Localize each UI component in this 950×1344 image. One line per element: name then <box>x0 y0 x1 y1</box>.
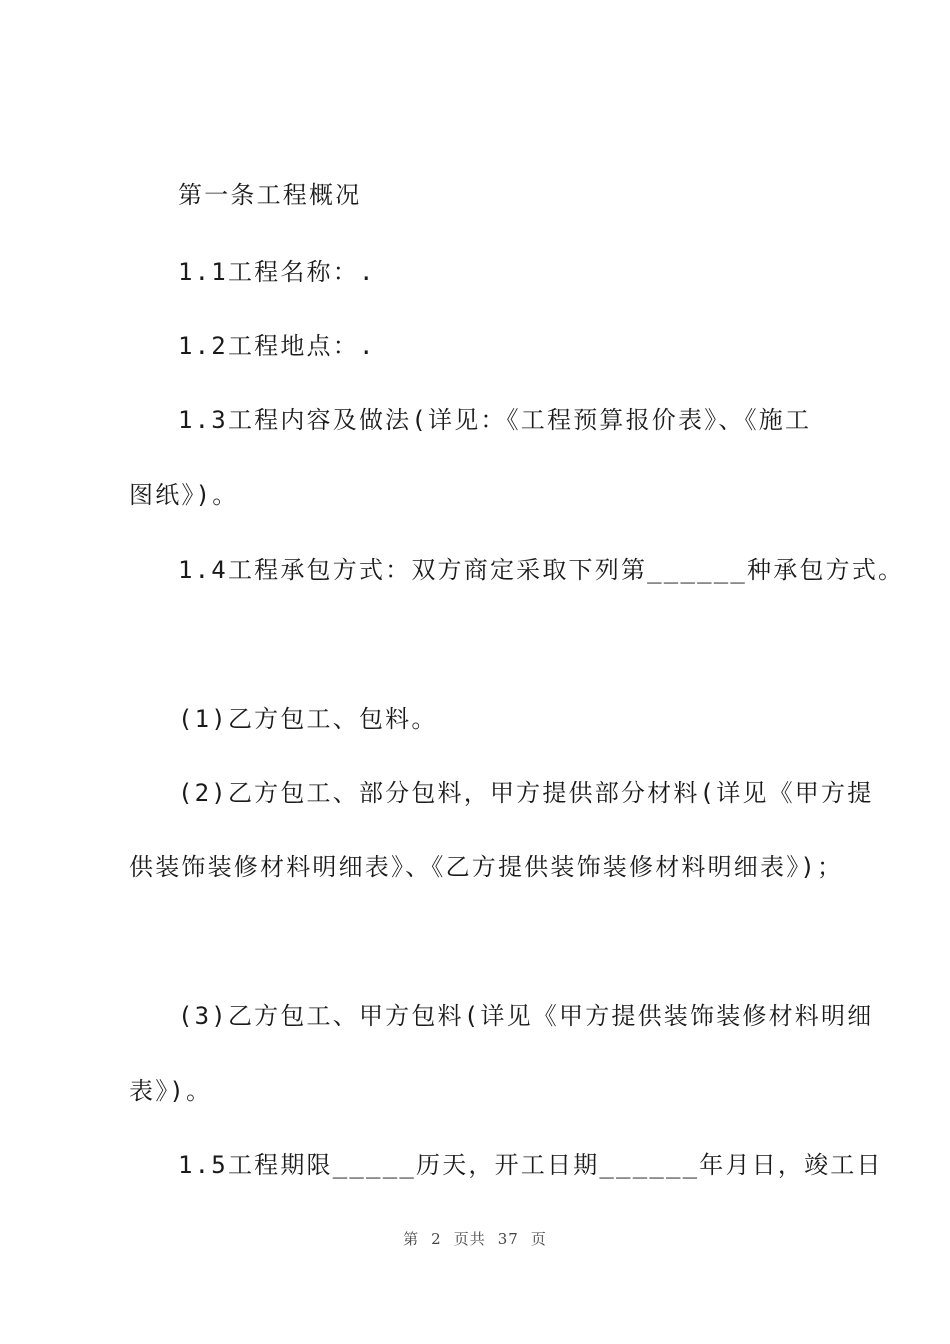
project-content-line: 1.3工程内容及做法(详见：《工程预算报价表》、《施工 <box>178 406 812 434</box>
current-page-number: 2 <box>431 1230 442 1248</box>
total-pages-number: 37 <box>497 1230 519 1248</box>
option-1-line: (1)乙方包工、包料。 <box>178 705 438 733</box>
option-2-line: (2)乙方包工、部分包料，甲方提供部分材料(详见《甲方提 <box>178 779 874 807</box>
project-duration-line: 1.5工程期限_____历天，开工日期______年月日，竣工日 <box>178 1151 883 1179</box>
contract-method-line: 1.4工程承包方式：双方商定采取下列第______种承包方式。 <box>178 556 905 584</box>
page-footer <box>0 1228 950 1249</box>
footer-suffix: 页 <box>530 1230 547 1248</box>
project-content-line-cont: 图纸》)。 <box>129 481 239 509</box>
article-heading: 第一条工程概况 <box>178 181 362 209</box>
footer-prefix: 第 <box>403 1230 420 1248</box>
option-3-line: (3)乙方包工、甲方包料(详见《甲方提供装饰装修材料明细 <box>178 1002 874 1030</box>
project-location-line: 1.2工程地点：. <box>178 332 376 360</box>
option-3-line-cont: 表》)。 <box>129 1077 213 1105</box>
footer-mid: 页共 <box>453 1230 486 1248</box>
project-name-line: 1.1工程名称：. <box>178 258 376 286</box>
option-2-line-cont: 供装饰装修材料明细表》、《乙方提供装饰装修材料明细表》)； <box>129 853 844 881</box>
